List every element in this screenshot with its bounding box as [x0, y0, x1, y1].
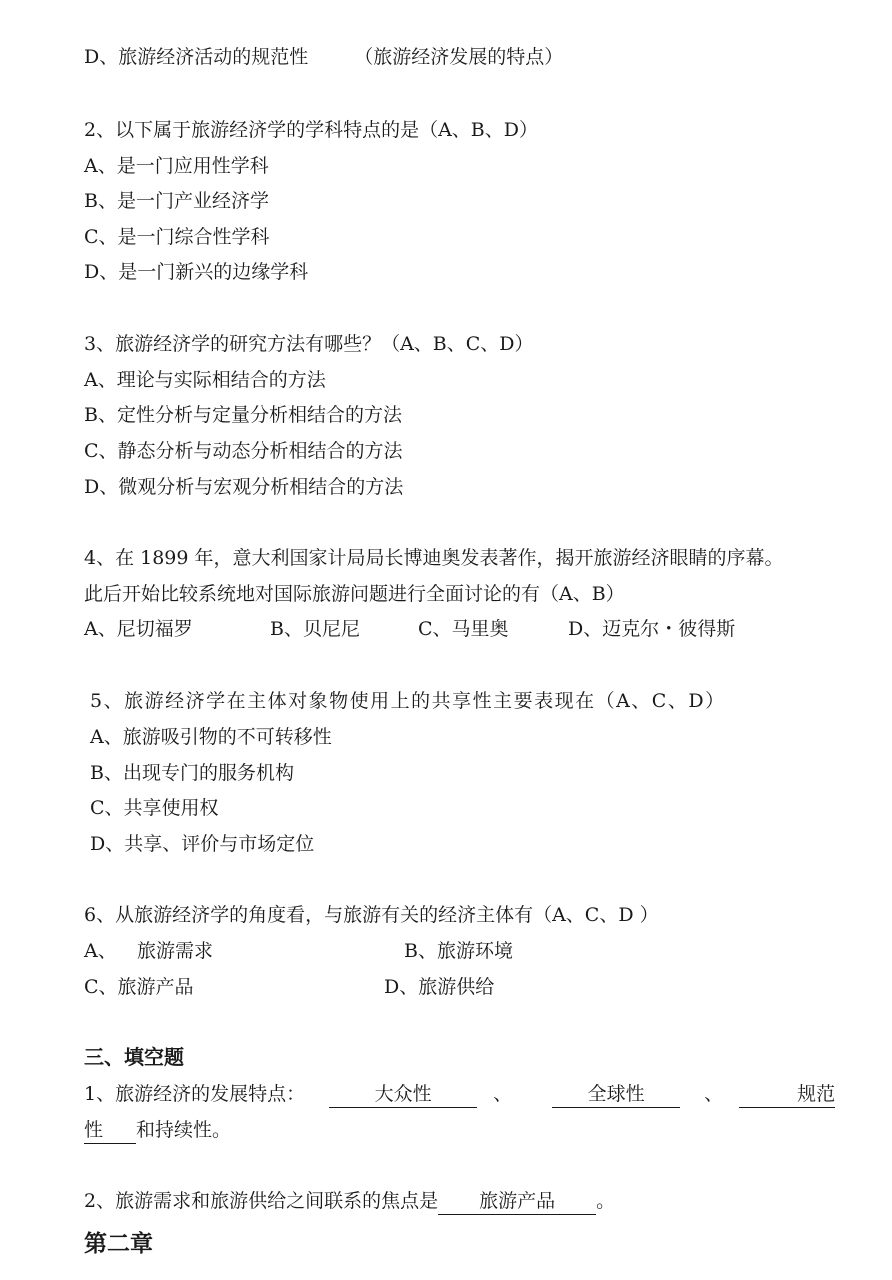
q4-stem-line1: 4、在 1899 年，意大利国家计局局长博迪奥发表著作，揭开旅游经济眼睛的序幕。 — [84, 547, 784, 569]
q3-option-d: D、微观分析与宏观分析相结合的方法 — [84, 476, 404, 498]
q5-option-d: D、共享、评价与市场定位 — [90, 833, 315, 855]
q2-stem: 2、以下属于旅游经济学的学科特点的是（A、B、D） — [84, 119, 539, 141]
q4-option-c: C、马里奥 — [418, 618, 509, 640]
q6-option-b: B、旅游环境 — [404, 940, 513, 962]
q3-option-a: A、理论与实际相结合的方法 — [84, 369, 326, 391]
q2-option-b: B、是一门产业经济学 — [84, 190, 269, 212]
q5-stem: 5、旅游经济学在主体对象物使用上的共享性主要表现在（A、C、D） — [90, 690, 726, 712]
q6-option-d: D、旅游供给 — [384, 976, 495, 998]
q4-option-a: A、尼切福罗 — [84, 618, 193, 640]
q6-option-a-letter: A、 — [84, 940, 117, 962]
q6-option-c: C、旅游产品 — [84, 976, 194, 998]
q3-stem: 3、旅游经济学的研究方法有哪些？（A、B、C、D） — [84, 333, 534, 355]
fill1-sep-1: 、 — [493, 1083, 513, 1105]
fill1-suffix: 和持续性。 — [136, 1119, 232, 1141]
q5-option-c: C、共享使用权 — [90, 797, 219, 819]
fill1-blank-3: 规范 — [739, 1081, 835, 1108]
fill2-prefix: 2、旅游需求和旅游供给之间联系的焦点是 — [84, 1190, 439, 1212]
fill1-blank-1: 大众性 — [329, 1081, 477, 1108]
chapter2-heading: 第二章 — [84, 1231, 153, 1257]
q1-option-d-note: （旅游经济发展的特点） — [354, 46, 564, 68]
fill1-sep-2: 、 — [704, 1083, 724, 1105]
q6-option-a-text: 旅游需求 — [137, 940, 214, 962]
fill2-suffix: 。 — [596, 1190, 616, 1212]
section3-heading: 三、填空题 — [84, 1045, 184, 1069]
q4-stem-line2: 此后开始比较系统地对国际旅游问题进行全面讨论的有（A、B） — [84, 583, 625, 605]
fill1-blank-2: 全球性 — [552, 1081, 680, 1108]
fill2-line — [84, 1188, 615, 1215]
q3-option-c: C、静态分析与动态分析相结合的方法 — [84, 440, 403, 462]
fill1-line2 — [84, 1117, 231, 1144]
q1-option-d-label: D、旅游经济活动的规范性 — [84, 46, 309, 68]
q1-option-d — [84, 44, 563, 70]
fill1-line1 — [84, 1081, 835, 1108]
q6-stem: 6、从旅游经济学的角度看，与旅游有关的经济主体有（A、C、D ） — [84, 904, 659, 926]
q4-option-d: D、迈克尔・彼得斯 — [568, 618, 736, 640]
q5-option-b: B、出现专门的服务机构 — [90, 762, 294, 784]
q2-option-a: A、是一门应用性学科 — [84, 155, 269, 177]
fill2-blank: 旅游产品 — [438, 1188, 596, 1215]
q2-option-c: C、是一门综合性学科 — [84, 226, 270, 248]
fill1-blank-3-cont: 性 — [84, 1117, 136, 1144]
q3-option-b: B、定性分析与定量分析相结合的方法 — [84, 404, 402, 426]
q5-option-a: A、旅游吸引物的不可转移性 — [90, 726, 332, 748]
q4-option-b: B、贝尼尼 — [270, 618, 360, 640]
q2-option-d: D、是一门新兴的边缘学科 — [84, 261, 309, 283]
fill1-prefix: 1、旅游经济的发展特点： — [84, 1083, 306, 1105]
